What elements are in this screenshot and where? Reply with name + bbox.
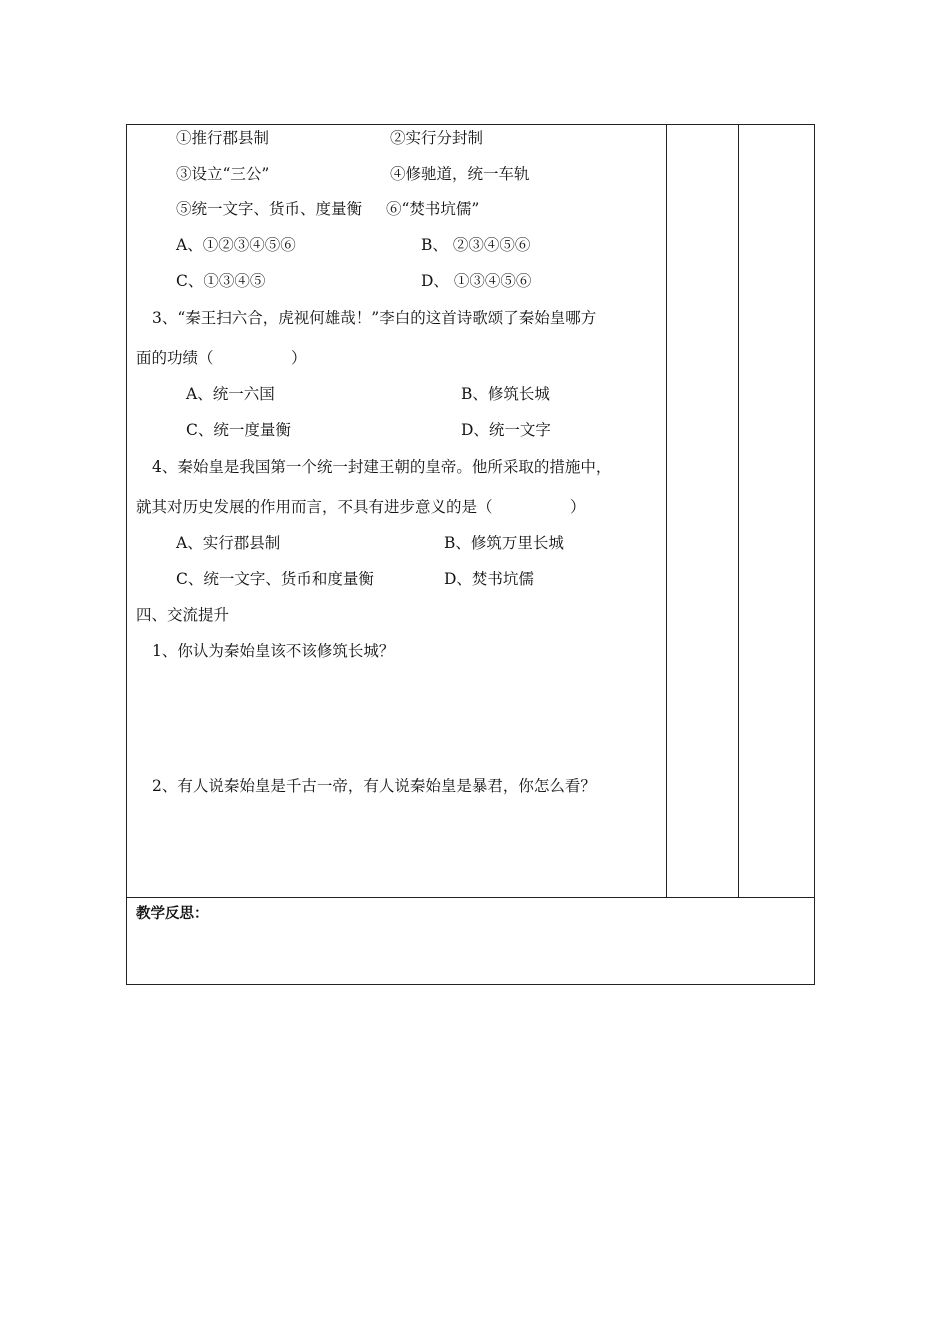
reflection-label: 教学反思：: [136, 906, 209, 922]
q3-choice-b: B、修筑长城: [461, 385, 550, 403]
question-3-stem: 3、“秦王扫六合，虎视何雄哉！”李白的这首诗歌颂了秦始皇哪方: [152, 309, 597, 327]
option-3: ③设立“三公”: [176, 165, 270, 183]
section-heading: 四、交流提升: [136, 606, 230, 624]
q3-choice-c: C、统一度量衡: [186, 421, 291, 439]
question-3-stem-cont: 面的功绩（ ）: [136, 349, 307, 367]
question-4-stem: 4、秦始皇是我国第一个统一封建王朝的皇帝。他所采取的措施中，: [152, 458, 612, 476]
choice-d: D、 ①③④⑤⑥: [421, 272, 532, 290]
option-4: ④修驰道，统一车轨: [390, 165, 530, 183]
option-5: ⑤统一文字、货币、度量衡: [176, 200, 363, 218]
choice-a: A、①②③④⑤⑥: [176, 236, 296, 254]
discussion-question-1: 1、你认为秦始皇该不该修筑长城？: [152, 642, 395, 660]
q4-choice-c: C、统一文字、货币和度量衡: [176, 570, 374, 588]
column-divider: [666, 124, 667, 897]
choice-c: C、①③④⑤: [176, 272, 266, 290]
q3-choice-d: D、统一文字: [461, 421, 551, 439]
q4-choice-d: D、焚书坑儒: [444, 570, 534, 588]
q4-choice-b: B、修筑万里长城: [444, 534, 564, 552]
option-6: ⑥“焚书坑儒”: [386, 200, 480, 218]
choice-b: B、 ②③④⑤⑥: [421, 236, 531, 254]
row-divider: [126, 897, 815, 898]
discussion-question-2: 2、有人说秦始皇是千古一帝，有人说秦始皇是暴君，你怎么看？: [152, 777, 596, 795]
column-divider: [738, 124, 739, 897]
q3-choice-a: A、统一六国: [186, 385, 275, 403]
option-2: ②实行分封制: [390, 129, 484, 147]
question-4-stem-cont: 就其对历史发展的作用而言，不具有进步意义的是（ ）: [136, 498, 586, 516]
q4-choice-a: A、实行郡县制: [176, 534, 281, 552]
option-1: ①推行郡县制: [176, 129, 270, 147]
